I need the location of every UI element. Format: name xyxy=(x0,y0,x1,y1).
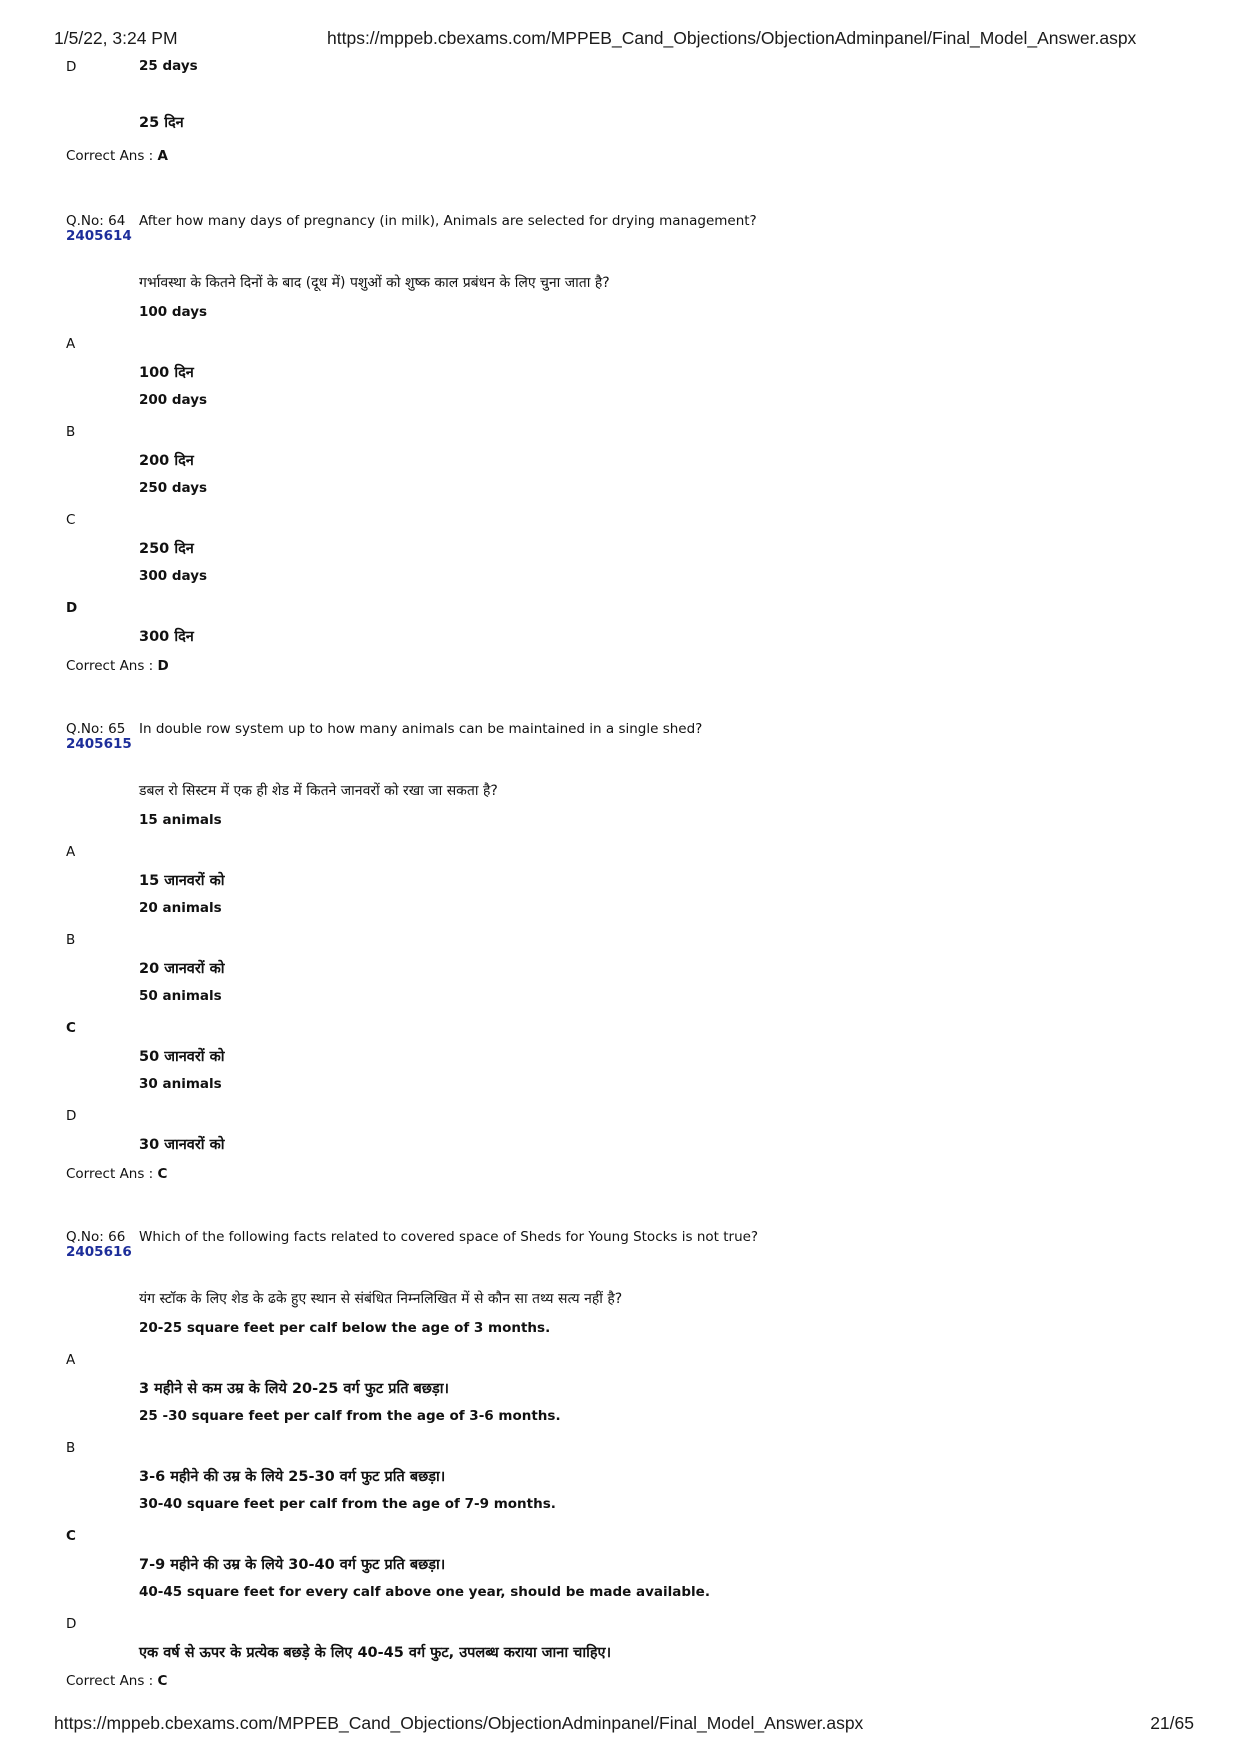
correct-answer xyxy=(66,1166,167,1182)
option-text-en: 15 animals xyxy=(139,812,222,828)
option-text-en: 20-25 square feet per calf below the age of 3 months. xyxy=(139,1320,551,1336)
option-text-hi: 7-9 महीने की उम्र के लिये 30-40 वर्ग फुट प्रति बछड़ा। xyxy=(139,1557,446,1573)
option-text-en: 25 -30 square feet per calf from the age of 3-6 months. xyxy=(139,1408,561,1424)
option-text-hi: 25 दिन xyxy=(139,115,184,131)
option-text-en: 50 animals xyxy=(139,988,222,1004)
question-number: Q.No: 65 xyxy=(66,721,126,737)
option-text-hi: 100 दिन xyxy=(139,365,194,381)
option-text-en: 250 days xyxy=(139,480,208,496)
option-letter: A xyxy=(66,336,76,352)
option-text-en: 30 animals xyxy=(139,1076,222,1092)
correct-answer xyxy=(66,1673,167,1689)
question-id-link[interactable]: 2405615 xyxy=(66,736,132,752)
option-letter: B xyxy=(66,1440,76,1456)
option-text-hi: 3-6 महीने की उम्र के लिये 25-30 वर्ग फुट प्रति बछड़ा। xyxy=(139,1469,446,1485)
print-date: 1/5/22, 3:24 PM xyxy=(54,28,178,48)
option-text-en: 100 days xyxy=(139,304,208,320)
option-letter: D xyxy=(66,1616,77,1632)
option-text-hi: 300 दिन xyxy=(139,629,194,645)
option-text-hi: 30 जानवरों को xyxy=(139,1137,225,1153)
option-letter-correct: D xyxy=(66,600,78,616)
print-header-url: https://mppeb.cbexams.com/MPPEB_Cand_Objections/ObjectionAdminpanel/Final_Model_Answer.aspx xyxy=(327,28,1137,48)
option-text-hi: एक वर्ष से ऊपर के प्रत्येक बछड़े के लिए 40-45 वर्ग फुट, उपलब्ध कराया जाना चाहिए। xyxy=(139,1645,612,1661)
option-letter: A xyxy=(66,1352,76,1368)
question-text-hi: यंग स्टॉक के लिए शेड के ढके हुए स्थान से संबंधित निम्नलिखित में से कौन सा तथ्य सत्य नहीं है? xyxy=(139,1291,623,1307)
option-letter: B xyxy=(66,932,76,948)
question-text-en: In double row system up to how many animals can be maintained in a single shed? xyxy=(139,721,703,737)
question-text-en: Which of the following facts related to covered space of Sheds for Young Stocks is not true? xyxy=(139,1229,759,1245)
question-text-en: After how many days of pregnancy (in milk), Animals are selected for drying management? xyxy=(139,213,757,229)
option-text-hi: 200 दिन xyxy=(139,453,194,469)
option-letter-correct: C xyxy=(66,1528,76,1544)
question-number: Q.No: 66 xyxy=(66,1229,126,1245)
option-text-hi: 15 जानवरों को xyxy=(139,873,225,889)
print-footer-url: https://mppeb.cbexams.com/MPPEB_Cand_Objections/ObjectionAdminpanel/Final_Model_Answer.aspx xyxy=(54,1713,864,1733)
option-text-en: 25 days xyxy=(139,58,198,74)
question-id-link[interactable]: 2405616 xyxy=(66,1244,132,1260)
option-text-en: 200 days xyxy=(139,392,208,408)
question-id-link[interactable]: 2405614 xyxy=(66,228,132,244)
correct-answer-value: A xyxy=(157,148,168,164)
option-text-en: 30-40 square feet per calf from the age of 7-9 months. xyxy=(139,1496,556,1512)
option-letter: D xyxy=(66,59,77,75)
option-letter: D xyxy=(66,1108,77,1124)
option-text-hi: 20 जानवरों को xyxy=(139,961,225,977)
question-text-hi: डबल रो सिस्टम में एक ही शेड में कितने जानवरों को रखा जा सकता है? xyxy=(139,783,498,799)
correct-answer-label: Correct Ans : xyxy=(66,1166,158,1182)
option-text-en: 300 days xyxy=(139,568,208,584)
correct-answer-label: Correct Ans : xyxy=(66,1673,158,1689)
correct-answer xyxy=(66,658,169,674)
page-number: 21/65 xyxy=(1150,1713,1194,1733)
correct-answer xyxy=(66,148,168,164)
option-text-en: 40-45 square feet for every calf above one year, should be made available. xyxy=(139,1584,710,1600)
option-text-hi: 250 दिन xyxy=(139,541,194,557)
option-letter-correct: C xyxy=(66,1020,76,1036)
correct-answer-label: Correct Ans : xyxy=(66,148,158,164)
option-text-en: 20 animals xyxy=(139,900,222,916)
correct-answer-value: D xyxy=(157,658,169,674)
option-letter: C xyxy=(66,512,76,528)
correct-answer-label: Correct Ans : xyxy=(66,658,158,674)
correct-answer-value: C xyxy=(157,1166,168,1182)
correct-answer-value: C xyxy=(157,1673,168,1689)
option-text-hi: 50 जानवरों को xyxy=(139,1049,225,1065)
question-text-hi: गर्भावस्था के कितने दिनों के बाद (दूध में) पशुओं को शुष्क काल प्रबंधन के लिए चुना जाता है? xyxy=(139,275,610,291)
option-text-hi: 3 महीने से कम उम्र के लिये 20-25 वर्ग फुट प्रति बछड़ा। xyxy=(139,1381,449,1397)
option-letter: A xyxy=(66,844,76,860)
question-number: Q.No: 64 xyxy=(66,213,126,229)
option-letter: B xyxy=(66,424,76,440)
